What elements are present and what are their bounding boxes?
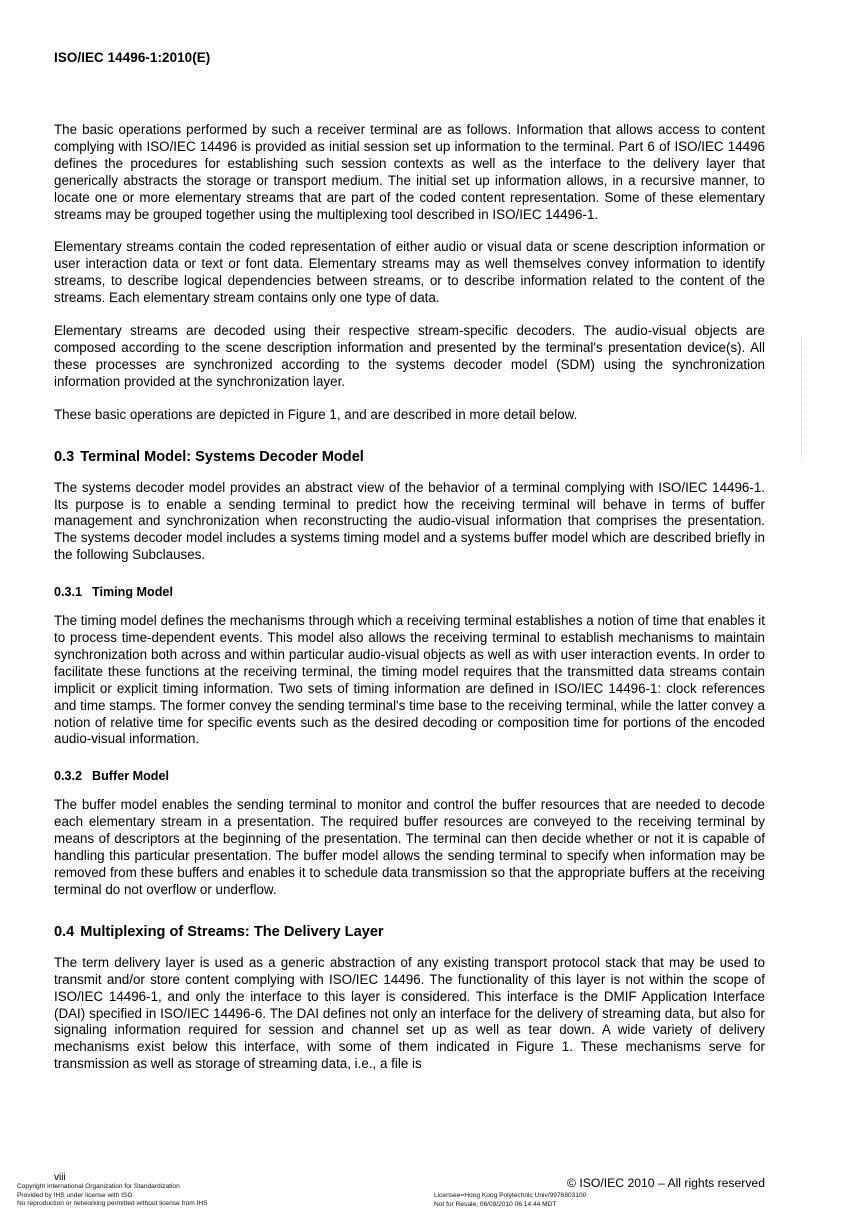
license-line: Licensee=Hong Kong Polytechnic Univ/9976803100 bbox=[434, 1192, 587, 1199]
document-header-title: ISO/IEC 14496-1:2010(E) bbox=[54, 50, 211, 65]
section-number: 0.4 bbox=[54, 923, 75, 940]
section-number: 0.3.2 bbox=[54, 769, 83, 784]
license-line: Copyright International Organization for Standardization bbox=[17, 1183, 180, 1190]
paragraph: The term delivery layer is used as a generic abstraction of any existing transport protocol stack that may be used to transmit and/or store content complying with ISO/IEC 14496. The functionality of this layer is not within the scope of ISO/IEC 14496-1, and only the interface to this layer is considered. This interface is the DMIF Application Interface (DAI) specified in ISO/IEC 14496-6. The DAI defines not only an interface for the delivery of streaming data, but also for signaling information required for session and channel set up as well as tear down. A wide variety of delivery mechanisms exist below this interface, with some of them indicated in Figure 1. These mechanisms serve for transmission as well as storage of streaming data, i.e., a file is bbox=[54, 954, 765, 1072]
section-title: Terminal Model: Systems Decoder Model bbox=[80, 448, 364, 465]
paragraph: The basic operations performed by such a receiver terminal are as follows. Information that allows access to content complying with ISO/IEC 14496 is provided as initial session set up information to the terminal. Part 6 of ISO/IEC 14496 defines the procedures for establishing such session contexts as well as the interface to the delivery layer that generically abstracts the storage or transport medium. The initial set up information allows, in a recursive manner, to locate one or more elementary streams that are part of the coded content representation. Some of these elementary streams may be grouped together using the multiplexing tool described in ISO/IEC 14496-1. bbox=[54, 122, 765, 222]
copyright-notice: © ISO/IEC 2010 – All rights reserved bbox=[567, 1176, 765, 1190]
license-notice-left bbox=[17, 1183, 208, 1209]
section-heading-0-3 bbox=[54, 448, 765, 466]
license-line: No reproduction or networking permitted without license from IHS bbox=[17, 1200, 208, 1208]
margin-watermark-strip bbox=[801, 336, 804, 460]
paragraph: The timing model defines the mechanisms through which a receiving terminal establishes a notion of time that enables it to process time-dependent events. This model also allows the receiving terminal to establish mechanisms to maintain synchronization both across and within particular audio-visual objects as well as with user interaction events. In order to facilitate these functions at the receiving terminal, the timing model requires that the transmitted data streams contain implicit or explicit timing information. Two sets of timing information are defined in ISO/IEC 14496-1: clock references and time stamps. The former convey the sending terminal's time base to the receiving terminal, while the latter convey a notion of relative time for specific events such as the desired decoding or composition time for portions of the encoded audio-visual information. bbox=[54, 613, 765, 747]
license-line: Not for Resale, 06/09/2010 06:14:44 MDT bbox=[434, 1200, 557, 1208]
paragraph: Elementary streams are decoded using their respective stream-specific decoders. The audio-visual objects are composed according to the scene description information and presented by the terminal's presentation device(s). All these processes are synchronized according to the systems decoder model (SDM) using the synchronization information provided at the synchronization layer. bbox=[54, 323, 765, 389]
paragraph: The buffer model enables the sending terminal to monitor and control the buffer resources that are needed to decode each elementary stream in a presentation. The required buffer resources are conveyed to the receiving terminal by means of descriptors at the beginning of the presentation. The terminal can then decide whether or not it is capable of handling this particular presentation. The buffer model allows the sending terminal to specify when information may be removed from these buffers and enables it to schedule data transmission so that the appropriate buffers at the receiving terminal do not overflow or underflow. bbox=[54, 797, 765, 897]
paragraph: The systems decoder model provides an abstract view of the behavior of a terminal complying with ISO/IEC 14496-1. Its purpose is to enable a sending terminal to predict how the receiving terminal will behave in terms of buffer management and synchronization when reconstructing the audio-visual information that comprises the presentation. The systems decoder model includes a systems timing model and a systems buffer model which are described briefly in the following Subclauses. bbox=[54, 479, 765, 563]
section-title: Timing Model bbox=[92, 585, 173, 600]
license-notice-right bbox=[434, 1192, 586, 1209]
paragraph: Elementary streams contain the coded representation of either audio or visual data or scene description information or user interaction data or text or font data. Elementary streams may as well themselves convey information to identify streams, to describe logical dependencies between streams, or to describe information related to the content of the streams. Each elementary stream contains only one type of data. bbox=[54, 239, 765, 306]
paragraph: These basic operations are depicted in Figure 1, and are described in more detail below. bbox=[54, 406, 578, 422]
section-title: Multiplexing of Streams: The Delivery Layer bbox=[80, 923, 384, 940]
license-line: Provided by IHS under license with ISO bbox=[17, 1191, 133, 1199]
section-number: 0.3.1 bbox=[54, 585, 83, 600]
section-title: Buffer Model bbox=[92, 769, 169, 784]
section-heading-0-4 bbox=[54, 923, 765, 941]
section-number: 0.3 bbox=[54, 448, 75, 465]
subsection-heading-0-3-2 bbox=[54, 768, 765, 784]
subsection-heading-0-3-1 bbox=[54, 584, 765, 600]
main-content bbox=[54, 122, 765, 1089]
page-number: viii bbox=[54, 1172, 66, 1183]
